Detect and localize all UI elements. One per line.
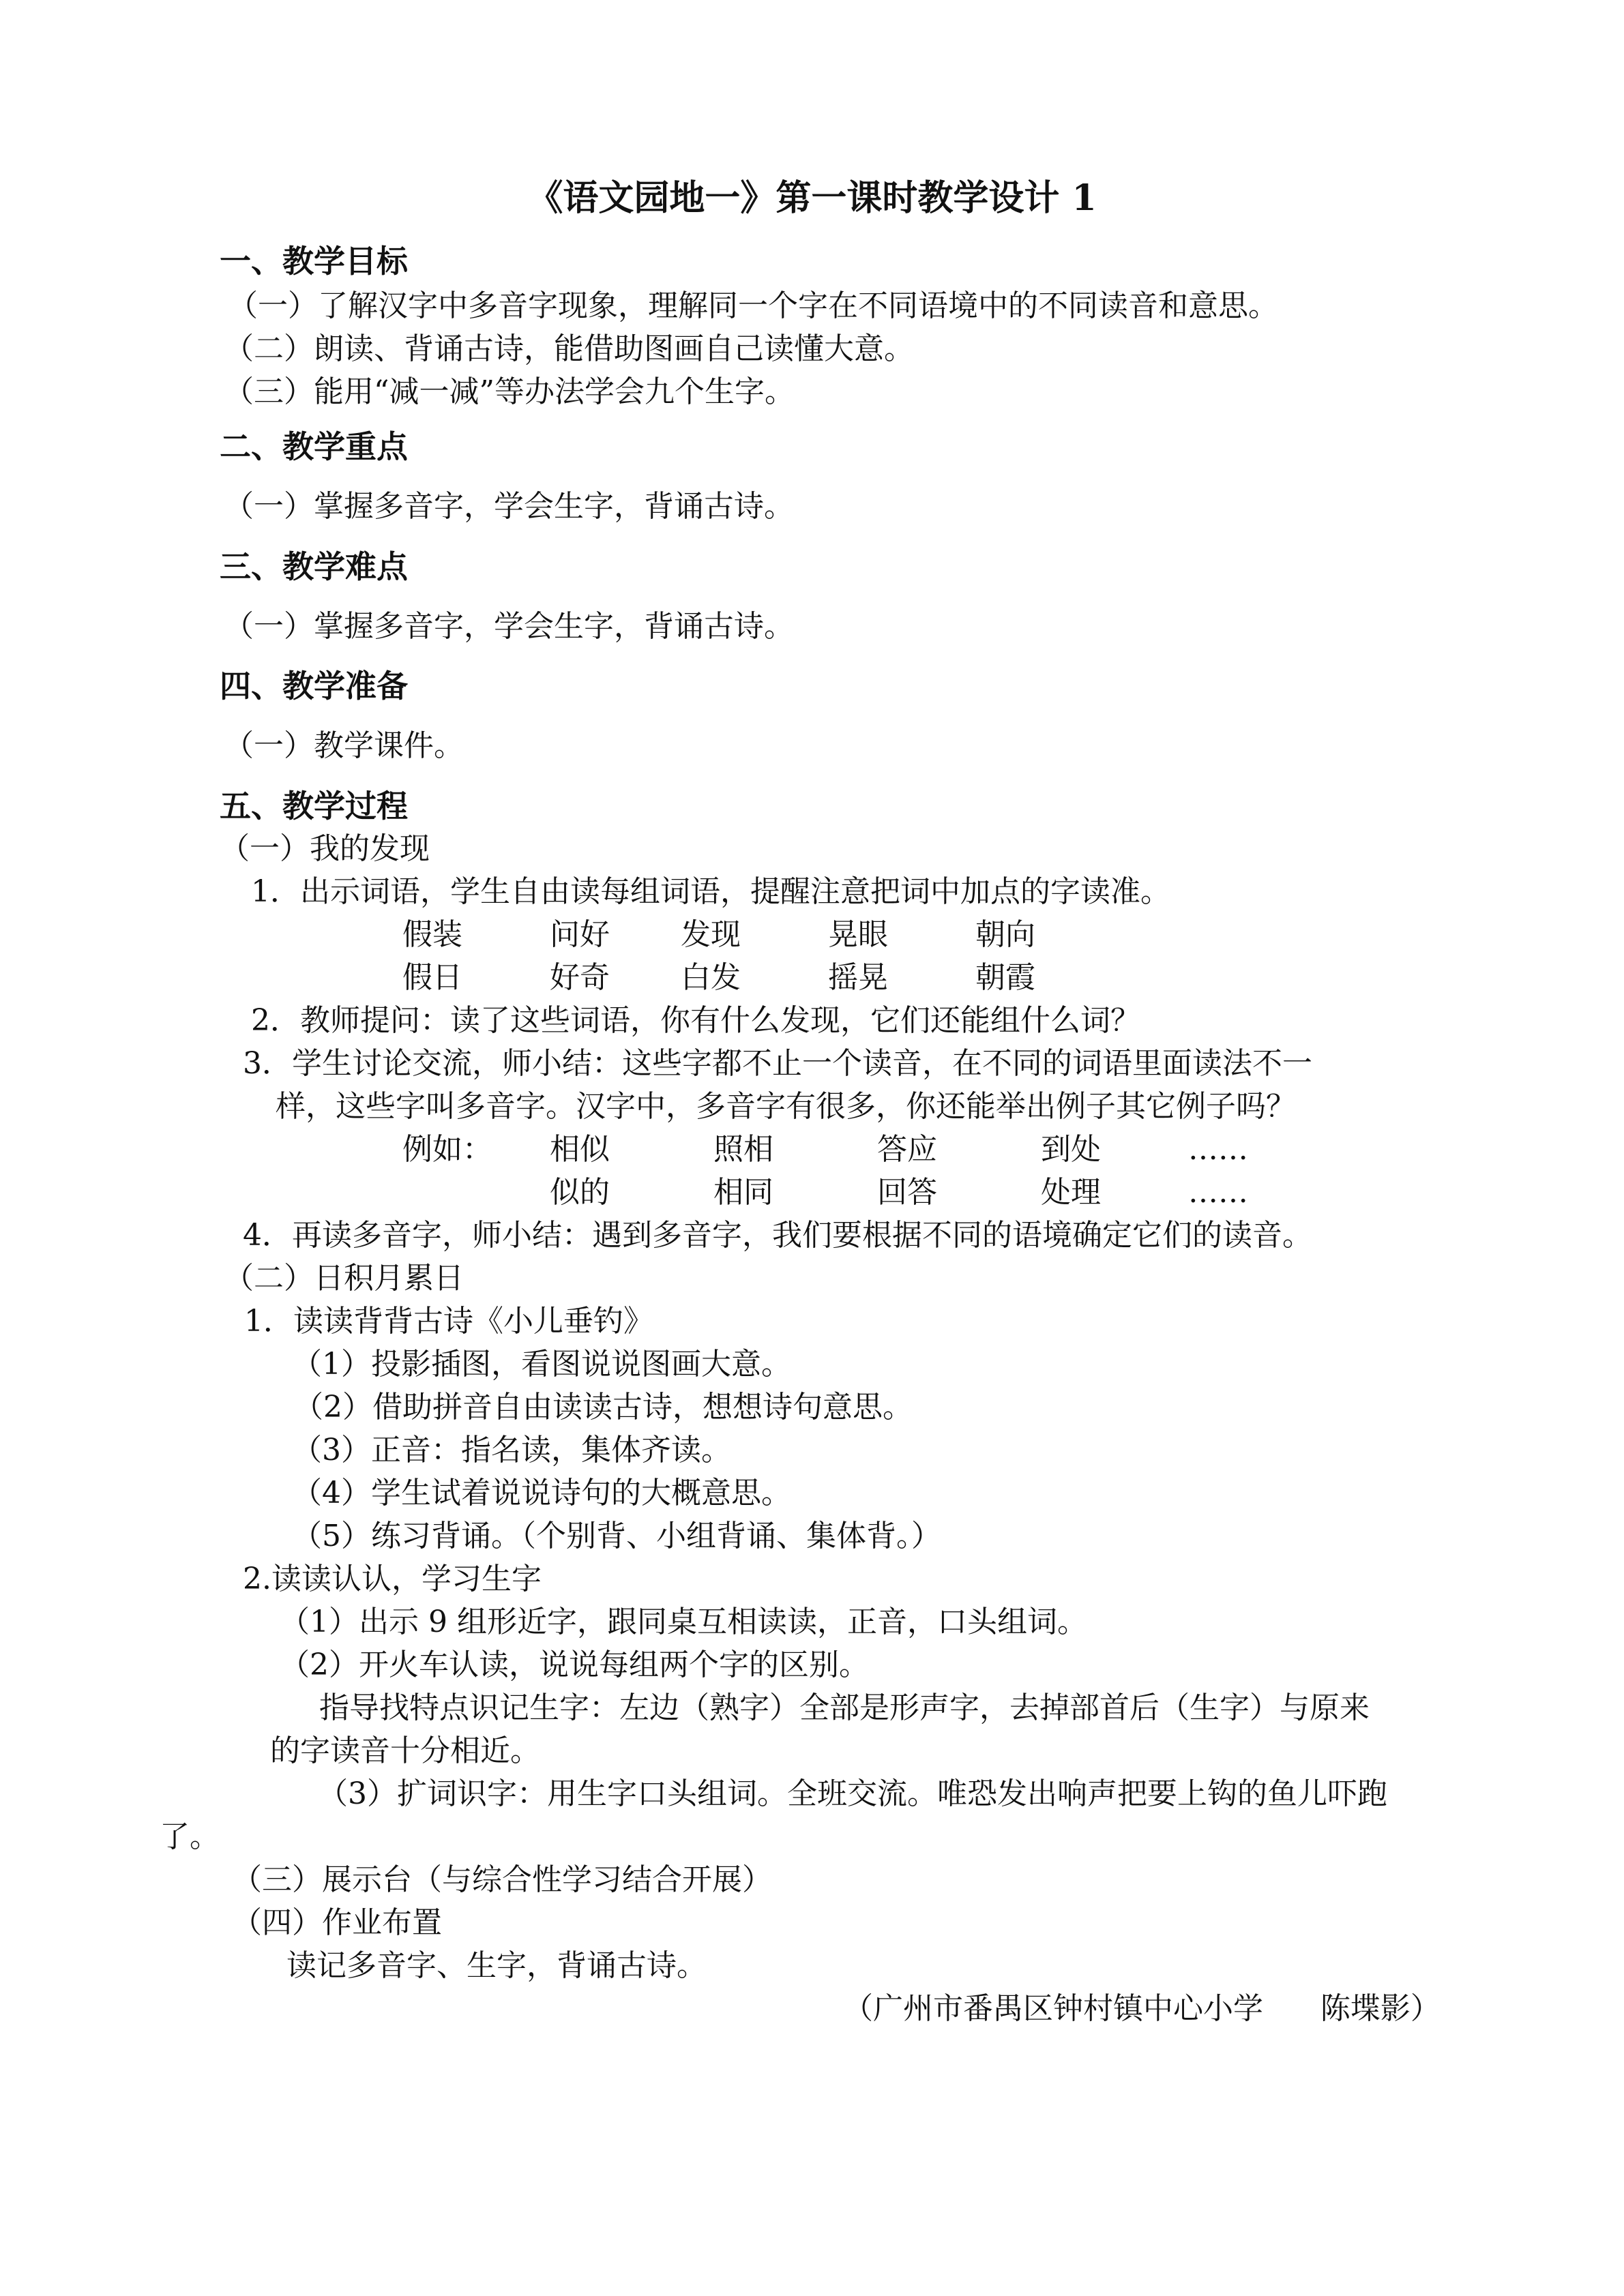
word-cell: 朝向 xyxy=(975,917,1035,952)
word-cell: 好奇 xyxy=(550,960,610,995)
example-cell: 相似 xyxy=(550,1132,610,1167)
part-2-step-2-sub-1: （1）出示 9 组形近字，跟同桌互相读读，正音，口头组词。 xyxy=(280,1605,1087,1639)
page-title: 《语文园地一》第一课时教学设计 1 xyxy=(527,177,1097,219)
word-cell: 假日 xyxy=(402,960,462,995)
part-2-sub-item: （2）借助拼音自由读读古诗，想想诗句意思。 xyxy=(293,1390,913,1425)
example-cell: 照相 xyxy=(713,1132,773,1167)
example-cell: 相同 xyxy=(713,1175,773,1210)
word-cell: 假装 xyxy=(402,917,462,952)
section-heading-preparation: 四、教学准备 xyxy=(220,668,408,704)
key-point-item-1: （一）掌握多音字，学会生字，背诵古诗。 xyxy=(224,489,794,524)
word-cell: 朝霞 xyxy=(975,960,1035,995)
process-step-2: 2．教师提问：读了这些词语，你有什么发现，它们还能组什么词？ xyxy=(251,1003,1140,1038)
word-cell: 问好 xyxy=(550,917,610,952)
author-signature: （广州市番禺区钟村镇中心小学 陈堞影） xyxy=(843,1991,1441,2026)
process-part-3-title: （三）展示台（与综合性学习结合开展） xyxy=(232,1862,772,1897)
guide-line-1: 指导找特点识记生字：左边（熟字）全部是形声字，去掉部首后（生字）与原来 xyxy=(319,1690,1370,1725)
example-cell: 回答 xyxy=(877,1175,937,1210)
process-part-2-title: （二）日积月累日 xyxy=(224,1261,464,1296)
process-step-3-line-1: 3．学生讨论交流，师小结：这些字都不止一个读音，在不同的词语里面读法不一 xyxy=(243,1046,1312,1081)
word-cell: 发现 xyxy=(681,917,741,952)
word-cell: 白发 xyxy=(681,960,741,995)
sub-3-line-1: （3）扩词识字：用生字口头组词。全班交流。唯恐发出响声把要上钩的鱼儿吓跑 xyxy=(318,1776,1387,1811)
process-part-4-title: （四）作业布置 xyxy=(232,1905,442,1940)
process-step-3-line-2: 样，这些字叫多音字。汉字中，多音字有很多，你还能举出例子其它例子吗？ xyxy=(276,1089,1296,1124)
section-heading-process: 五、教学过程 xyxy=(220,788,408,824)
preparation-item-1: （一）教学课件。 xyxy=(224,728,464,763)
example-cell: …… xyxy=(1188,1132,1248,1167)
process-part-1-title: （一）我的发现 xyxy=(220,831,430,866)
example-cell: 似的 xyxy=(550,1175,610,1210)
example-cell: 到处 xyxy=(1041,1132,1101,1167)
example-cell: 答应 xyxy=(877,1132,937,1167)
section-heading-objectives: 一、教学目标 xyxy=(220,243,408,280)
objective-item-1: （一）了解汉字中多音字现象，理解同一个字在不同语境中的不同读音和意思。 xyxy=(228,288,1278,323)
difficulty-item-1: （一）掌握多音字，学会生字，背诵古诗。 xyxy=(224,609,794,644)
homework-text: 读记多音字、生字，背诵古诗。 xyxy=(286,1948,707,1983)
example-cell: …… xyxy=(1188,1175,1248,1210)
guide-line-2: 的字读音十分相近。 xyxy=(270,1733,540,1768)
part-2-step-2: 2.读读认认，学习生字 xyxy=(243,1562,542,1596)
sub-3-line-2: 了。 xyxy=(160,1819,220,1854)
section-heading-key-points: 二、教学重点 xyxy=(220,428,408,465)
part-2-step-2-sub-2: （2）开火车认读，说说每组两个字的区别。 xyxy=(280,1648,869,1682)
example-label: 例如： xyxy=(402,1132,492,1167)
word-cell: 摇晃 xyxy=(828,960,888,995)
part-2-sub-item: （3）正音：指名读，集体齐读。 xyxy=(292,1433,731,1467)
part-2-sub-item: （5）练习背诵。（个别背、小组背诵、集体背。） xyxy=(292,1519,941,1553)
part-2-sub-item: （1）投影插图，看图说说图画大意。 xyxy=(292,1347,791,1382)
example-cell: 处理 xyxy=(1041,1175,1101,1210)
word-cell: 晃眼 xyxy=(828,917,888,952)
part-2-step-1: 1．读读背背古诗《小儿垂钓》 xyxy=(244,1304,653,1339)
process-step-1: 1．出示词语，学生自由读每组词语，提醒注意把词中加点的字读准。 xyxy=(251,874,1170,909)
section-heading-difficulties: 三、教学难点 xyxy=(220,548,408,585)
objective-item-2: （二）朗读、背诵古诗，能借助图画自己读懂大意。 xyxy=(224,331,914,366)
part-2-sub-item: （4）学生试着说说诗句的大概意思。 xyxy=(292,1476,791,1510)
objective-item-3: （三）能用“减一减”等办法学会九个生字。 xyxy=(224,374,795,409)
process-step-4: 4．再读多音字，师小结：遇到多音字，我们要根据不同的语境确定它们的读音。 xyxy=(243,1218,1312,1253)
